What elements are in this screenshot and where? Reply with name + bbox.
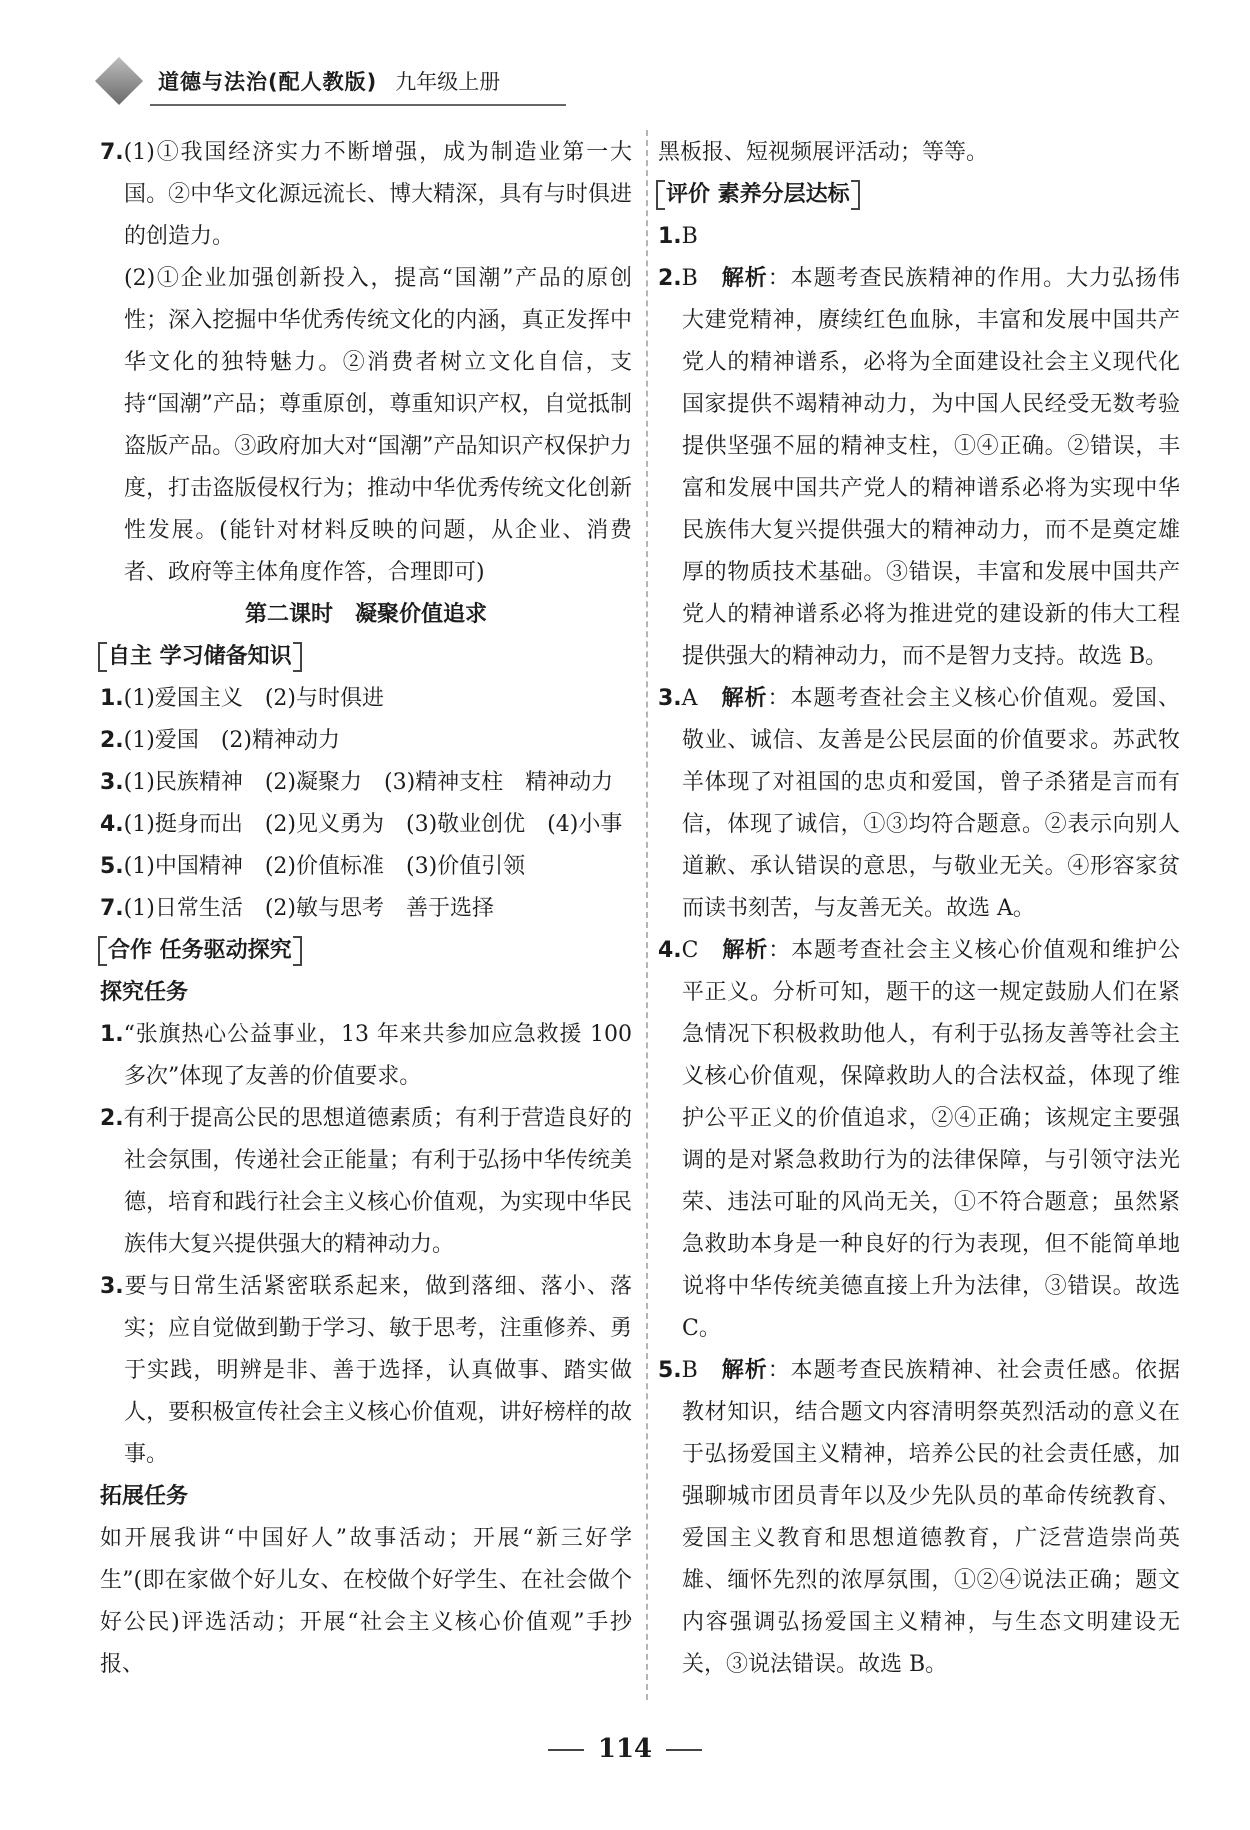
- analysis-tag: 解析: [722, 938, 769, 963]
- lesson-title: 第二课时 凝聚价值追求: [244, 602, 487, 627]
- list-item: 3.(1)民族精神 (2)凝聚力 (3)精神支柱 精神动力: [100, 770, 614, 795]
- answer-choice: C: [681, 938, 699, 963]
- list-item: 1.“张旗热心公益事业，13 年来共参加应急救援 100 多次”体现了友善的价值要求。: [100, 1022, 632, 1089]
- page-number: 114: [597, 1734, 653, 1764]
- analysis-text: ：本题考查社会主义核心价值观和维护公平正义。分析可知，题干的这一规定鼓励人们在紧急情况下积极救助他人，有利于弘扬友善等社会主义核心价值观，保障救助人的合法权益，体现了维护公平正义的价值追求，②④正确；该规定主要强调的是对紧急救助行为的法律保障，与引领守法光荣、违法可耻的风尚无关，①不符合题意；虽然紧急救助本身是一种良好的行为表现，但不能简单地说将中华传统美德直接上升为法律，③错误。故选 C。: [682, 938, 1180, 1341]
- explore-task-list: [100, 1014, 632, 1476]
- column-divider: [646, 130, 648, 1700]
- analysis-text: ：本题考查社会主义核心价值观。爱国、敬业、诚信、友善是公民层面的价值要求。苏武牧羊体现了对祖国的忠贞和爱国，曾子杀猪是言而有信，体现了诚信，①③均符合题意。②表示向别人道歉、承认错误的意思，与敬业无关。④形容家贫而读书刻苦，与友善无关。故选 A。: [682, 686, 1180, 921]
- footer-dash-right: [666, 1749, 702, 1751]
- section-heading-self-study: 自主 学习储备知识: [98, 636, 302, 678]
- answer-list: [658, 216, 1180, 1686]
- grade-label: 九年级上册: [395, 70, 501, 94]
- answer-choice: B: [681, 266, 698, 291]
- continued-text: 黑板报、短视频展评活动；等等。: [658, 140, 989, 165]
- list-item: 2.有利于提高公民的思想道德素质；有利于营造良好的社会氛围，传递社会正能量；有利于弘扬中华传统美德，培育和践行社会主义核心价值观，为实现中华民族伟大复兴提供强大的精神动力。: [100, 1106, 632, 1257]
- answer-choice: B: [681, 1358, 698, 1383]
- header-rule: [150, 104, 566, 106]
- list-item: 5.(1)中国精神 (2)价值标准 (3)价值引领: [100, 854, 526, 879]
- analysis-tag: 解析: [721, 686, 768, 711]
- list-item: 1.(1)爱国主义 (2)与时俱进: [100, 686, 384, 711]
- section-heading-cooperation: 合作 任务驱动探究: [98, 930, 302, 972]
- answer-item: 1.B: [658, 224, 698, 249]
- analysis-tag: 解析: [721, 266, 768, 291]
- answer-item: 3.A 解析：本题考查社会主义核心价值观。爱国、敬业、诚信、友善是公民层面的价值要求。苏武牧羊体现了对祖国的忠贞和爱国，曾子杀猪是言而有信，体现了诚信，①③均符合题意。②表示向别人道歉、承认错误的意思，与敬业无关。④形容家贫而读书刻苦，与友善无关。故选 A。: [658, 686, 1180, 921]
- answer-item: 2.B 解析：本题考查民族精神的作用。大力弘扬伟大建党精神，赓续红色血脉，丰富和发展中国共产党人的精神谱系，必将为全面建设社会主义现代化国家提供不竭精神动力，为中国人民经受无数考验提供坚强不屈的精神支柱，①④正确。②错误，丰富和发展中国共产党人的精神谱系必将为实现中华民族伟大复兴提供强大的精神动力，而不是奠定雄厚的物质技术基础。③错误，丰富和发展中国共产党人的精神谱系必将为推进党的建设新的伟大工程提供强大的精神动力，而不是智力支持。故选 B。: [658, 266, 1180, 669]
- question-number: 7.: [100, 140, 124, 165]
- section-heading-evaluation: 评价 素养分层达标: [656, 174, 860, 216]
- answer-choice: B: [681, 224, 698, 249]
- extend-task-title: 拓展任务: [100, 1484, 189, 1509]
- question-7-part-2: (2)①企业加强创新投入，提高“国潮”产品的原创性；深入挖掘中华优秀传统文化的内涵，真正发挥中华文化的独特魅力。②消费者树立文化自信，支持“国潮”产品；尊重原创，尊重知识产权，自觉抵制盗版产品。③政府加大对“国潮”产品知识产权保护力度，打击盗版侵权行为；推动中华优秀传统文化创新性发展。(能针对材料反映的问题，从企业、消费者、政府等主体角度作答，合理即可): [124, 266, 632, 585]
- list-item: 2.(1)爱国 (2)精神动力: [100, 728, 340, 753]
- explore-task-title: 探究任务: [100, 980, 189, 1005]
- question-7-part-1: [100, 132, 632, 258]
- footer-dash-left: [548, 1749, 584, 1751]
- book-title: 道德与法治(配人教版): [158, 70, 378, 94]
- analysis-text: ：本题考查民族精神的作用。大力弘扬伟大建党精神，赓续红色血脉，丰富和发展中国共产党人的精神谱系，必将为全面建设社会主义现代化国家提供不竭精神动力，为中国人民经受无数考验提供坚强不屈的精神支柱，①④正确。②错误，丰富和发展中国共产党人的精神谱系必将为实现中华民族伟大复兴提供强大的精神动力，而不是奠定雄厚的物质技术基础。③错误，丰富和发展中国共产党人的精神谱系必将为推进党的建设新的伟大工程提供强大的精神动力，而不是智力支持。故选 B。: [682, 266, 1180, 669]
- page-footer: [0, 1734, 1250, 1764]
- answer-text: (1)①我国经济实力不断增强，成为制造业第一大国。②中华文化源远流长、博大精深，具有与时俱进的创造力。: [123, 140, 632, 249]
- list-item: 7.(1)日常生活 (2)敏与思考 善于选择: [100, 896, 494, 921]
- extend-task-text: 如开展我讲“中国好人”故事活动；开展“新三好学生”(即在家做个好儿女、在校做个好学生、在社会做个好公民)评选活动；开展“社会主义核心价值观”手抄报、: [100, 1526, 632, 1677]
- analysis-tag: 解析: [721, 1358, 768, 1383]
- list-item: 4.(1)挺身而出 (2)见义勇为 (3)敬业创优 (4)小事: [100, 812, 623, 837]
- answer-item: 4.C 解析：本题考查社会主义核心价值观和维护公平正义。分析可知，题干的这一规定鼓励人们在紧急情况下积极救助他人，有利于弘扬友善等社会主义核心价值观，保障救助人的合法权益，体现了维护公平正义的价值追求，②④正确；该规定主要强调的是对紧急救助行为的法律保障，与引领守法光荣、违法可耻的风尚无关，①不符合题意；虽然紧急救助本身是一种良好的行为表现，但不能简单地说将中华传统美德直接上升为法律，③错误。故选 C。: [658, 938, 1180, 1341]
- answer-item: 5.B 解析：本题考查民族精神、社会责任感。依据教材知识，结合题文内容清明祭英烈活动的意义在于弘扬爱国主义精神，培养公民的社会责任感，加强聊城市团员青年以及少先队员的革命传统教育、爱国主义教育和思想道德教育，广泛营造崇尚英雄、缅怀先烈的浓厚氛围，①②④说法正确；题文内容强调弘扬爱国主义精神，与生态文明建设无关，③说法错误。故选 B。: [658, 1358, 1180, 1677]
- answer-choice: A: [681, 686, 698, 711]
- page-header: [102, 56, 500, 106]
- self-study-list: [100, 678, 632, 930]
- diamond-logo-icon: [95, 57, 143, 105]
- left-column: [100, 132, 632, 1686]
- right-column: [658, 132, 1180, 1686]
- list-item: 3.要与日常生活紧密联系起来，做到落细、落小、落实；应自觉做到勤于学习、敏于思考，注重修养、勇于实践，明辨是非、善于选择，认真做事、踏实做人，要积极宣传社会主义核心价值观，讲好榜样的故事。: [100, 1274, 632, 1467]
- analysis-text: ：本题考查民族精神、社会责任感。依据教材知识，结合题文内容清明祭英烈活动的意义在于弘扬爱国主义精神，培养公民的社会责任感，加强聊城市团员青年以及少先队员的革命传统教育、爱国主义教育和思想道德教育，广泛营造崇尚英雄、缅怀先烈的浓厚氛围，①②④说法正确；题文内容强调弘扬爱国主义精神，与生态文明建设无关，③说法错误。故选 B。: [682, 1358, 1180, 1677]
